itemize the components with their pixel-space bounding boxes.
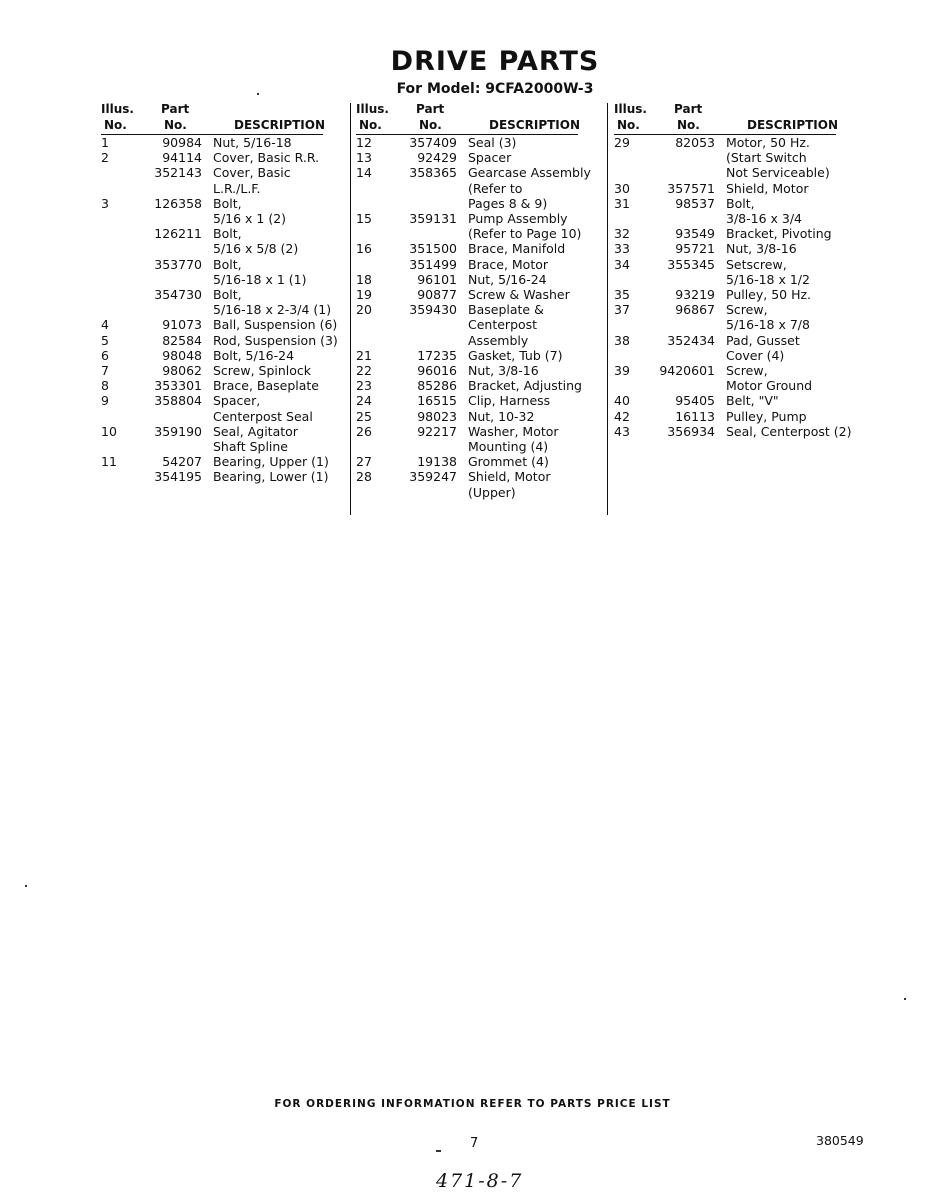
part-number: 82053 bbox=[675, 135, 715, 150]
part-number: 352143 bbox=[154, 165, 202, 181]
illus-number: 7 bbox=[101, 363, 109, 379]
part-description: Shield, Motor bbox=[726, 180, 809, 196]
table-row bbox=[614, 409, 864, 424]
header-description: DESCRIPTION bbox=[489, 118, 581, 132]
document-number: 380549 bbox=[816, 1133, 864, 1148]
part-number: 359190 bbox=[154, 423, 202, 439]
header-description: DESCRIPTION bbox=[747, 118, 839, 132]
part-number: 95405 bbox=[675, 393, 715, 409]
illus-number: 40 bbox=[614, 393, 630, 409]
parts-rows bbox=[356, 135, 606, 500]
part-description: Bolt, 5/16-24 bbox=[213, 347, 295, 363]
table-row bbox=[356, 302, 606, 348]
part-description: Screw, Spinlock bbox=[213, 363, 312, 379]
part-description: Nut, 5/16-18 bbox=[213, 135, 292, 150]
part-description: Brace, Motor bbox=[468, 256, 549, 272]
part-number: 357409 bbox=[409, 135, 457, 150]
part-description: Pad, Gusset Cover (4) bbox=[726, 332, 800, 363]
illus-number: 39 bbox=[614, 363, 630, 379]
part-number: 98537 bbox=[675, 195, 715, 211]
part-number: 351500 bbox=[409, 241, 457, 257]
illus-number: 14 bbox=[356, 165, 372, 181]
parts-column-2 bbox=[356, 102, 606, 500]
table-row bbox=[101, 257, 351, 287]
part-number: 352434 bbox=[667, 332, 715, 348]
part-description: Cover, Basic R.R. bbox=[213, 150, 320, 166]
part-description: Pulley, Pump bbox=[726, 408, 807, 424]
table-row bbox=[356, 469, 606, 499]
part-number: 92429 bbox=[417, 150, 457, 166]
illus-number: 33 bbox=[614, 241, 630, 257]
part-number: 355345 bbox=[667, 256, 715, 272]
table-row bbox=[356, 409, 606, 424]
table-row bbox=[101, 393, 351, 423]
header-part: Part bbox=[674, 102, 703, 116]
part-description: Screw, Motor Ground bbox=[726, 363, 813, 394]
illus-number: 19 bbox=[356, 287, 372, 303]
header-illus: Illus. bbox=[356, 102, 389, 116]
part-description: Bolt, 5/16 x 1 (2) bbox=[213, 195, 287, 227]
table-row bbox=[614, 241, 864, 256]
part-description: Gearcase Assembly (Refer to Pages 8 & 9) bbox=[468, 165, 591, 211]
part-number: 358365 bbox=[409, 165, 457, 181]
part-number: 96101 bbox=[417, 271, 457, 287]
illus-number: 34 bbox=[614, 256, 630, 272]
table-row bbox=[614, 333, 864, 363]
part-number: 16515 bbox=[417, 393, 457, 409]
part-description: Spacer bbox=[468, 150, 512, 166]
part-description: Rod, Suspension (3) bbox=[213, 332, 338, 348]
part-number: 93219 bbox=[675, 287, 715, 303]
illus-number: 22 bbox=[356, 363, 372, 379]
illus-number: 29 bbox=[614, 135, 630, 150]
illus-number: 24 bbox=[356, 393, 372, 409]
scan-speck bbox=[257, 93, 259, 95]
column-divider bbox=[607, 103, 608, 515]
part-description: Clip, Harness bbox=[468, 393, 551, 409]
part-description: Bolt, 5/16 x 5/8 (2) bbox=[213, 226, 299, 257]
illus-number: 1 bbox=[101, 135, 109, 150]
table-row bbox=[614, 363, 864, 393]
illus-number: 20 bbox=[356, 302, 372, 318]
part-number: 98048 bbox=[162, 347, 202, 363]
part-description: Ball, Suspension (6) bbox=[213, 317, 338, 333]
page-number: 7 bbox=[470, 1136, 479, 1151]
parts-rows bbox=[614, 135, 864, 439]
table-row bbox=[356, 241, 606, 256]
part-description: Gasket, Tub (7) bbox=[468, 347, 563, 363]
illus-number: 2 bbox=[101, 150, 109, 166]
part-description: Setscrew, 5/16-18 x 1/2 bbox=[726, 256, 810, 287]
part-number: 126358 bbox=[154, 195, 202, 211]
illus-number: 9 bbox=[101, 393, 109, 409]
part-description: Bolt, 5/16-18 x 1 (1) bbox=[213, 256, 307, 287]
table-row bbox=[614, 393, 864, 408]
table-row bbox=[101, 226, 351, 256]
part-description: Bolt, 3/8-16 x 3/4 bbox=[726, 195, 802, 227]
header-part: Part bbox=[416, 102, 445, 116]
part-description: Bracket, Adjusting bbox=[468, 378, 582, 394]
part-number: 17235 bbox=[417, 347, 457, 363]
table-row bbox=[614, 135, 864, 181]
illus-number: 38 bbox=[614, 332, 630, 348]
part-description: Pump Assembly (Refer to Page 10) bbox=[468, 211, 582, 242]
handwritten-note: 471-8-7 bbox=[436, 1170, 524, 1192]
illus-number: 8 bbox=[101, 378, 109, 394]
part-description: Motor, 50 Hz. (Start Switch Not Serviceable) bbox=[726, 135, 830, 181]
header-illus: Illus. bbox=[614, 102, 647, 116]
part-description: Seal (3) bbox=[468, 135, 517, 150]
part-description: Grommet (4) bbox=[468, 454, 549, 470]
table-row bbox=[356, 150, 606, 165]
part-number: 359131 bbox=[409, 211, 457, 227]
header-illus-no: No. bbox=[104, 118, 127, 132]
table-row bbox=[101, 348, 351, 363]
header-illus: Illus. bbox=[101, 102, 134, 116]
part-description: Washer, Motor Mounting (4) bbox=[468, 423, 559, 455]
scan-speck bbox=[436, 1150, 441, 1152]
part-description: Spacer, Centerpost Seal bbox=[213, 393, 313, 424]
illus-number: 11 bbox=[101, 454, 117, 470]
part-number: 96867 bbox=[675, 302, 715, 318]
header-illus-no: No. bbox=[617, 118, 640, 132]
part-number: 94114 bbox=[162, 150, 202, 166]
table-row bbox=[614, 302, 864, 332]
illus-number: 21 bbox=[356, 347, 372, 363]
parts-rows bbox=[101, 135, 351, 485]
header-illus-no: No. bbox=[359, 118, 382, 132]
illus-number: 6 bbox=[101, 347, 109, 363]
part-number: 98023 bbox=[417, 408, 457, 424]
part-number: 19138 bbox=[417, 454, 457, 470]
part-description: Screw & Washer bbox=[468, 287, 570, 303]
part-number: 98062 bbox=[162, 363, 202, 379]
part-number: 358804 bbox=[154, 393, 202, 409]
part-number: 356934 bbox=[667, 423, 715, 439]
illus-number: 32 bbox=[614, 226, 630, 242]
model-subtitle: For Model: 9CFA2000W-3 bbox=[396, 81, 594, 97]
part-number: 96016 bbox=[417, 363, 457, 379]
header-part-no: No. bbox=[419, 118, 442, 132]
part-description: Brace, Manifold bbox=[468, 241, 566, 257]
illus-number: 18 bbox=[356, 271, 372, 287]
table-row bbox=[101, 424, 351, 454]
part-number: 359247 bbox=[409, 469, 457, 485]
illus-number: 16 bbox=[356, 241, 372, 257]
table-row bbox=[101, 135, 351, 150]
table-row bbox=[356, 454, 606, 469]
table-row bbox=[614, 257, 864, 287]
scan-speck bbox=[904, 998, 906, 1000]
part-description: Baseplate & Centerpost Assembly bbox=[468, 302, 544, 348]
table-row bbox=[101, 363, 351, 378]
parts-column-1 bbox=[101, 102, 351, 485]
part-description: Nut, 5/16-24 bbox=[468, 271, 547, 287]
table-row bbox=[614, 226, 864, 241]
table-row bbox=[356, 393, 606, 408]
table-row bbox=[101, 378, 351, 393]
table-row bbox=[356, 165, 606, 211]
illus-number: 30 bbox=[614, 180, 630, 196]
part-number: 353770 bbox=[154, 256, 202, 272]
part-number: 82584 bbox=[162, 332, 202, 348]
illus-number: 31 bbox=[614, 195, 630, 211]
part-number: 85286 bbox=[417, 378, 457, 394]
header-part-no: No. bbox=[677, 118, 700, 132]
part-number: 90877 bbox=[417, 287, 457, 303]
part-number: 126211 bbox=[154, 226, 202, 242]
table-row bbox=[356, 424, 606, 454]
part-description: Nut, 10-32 bbox=[468, 408, 535, 424]
table-row bbox=[356, 135, 606, 150]
header-description: DESCRIPTION bbox=[234, 118, 326, 132]
part-number: 357571 bbox=[667, 180, 715, 196]
part-number: 90984 bbox=[162, 135, 202, 150]
part-description: Bolt, 5/16-18 x 2-3/4 (1) bbox=[213, 287, 332, 318]
illus-number: 23 bbox=[356, 378, 372, 394]
table-row bbox=[356, 211, 606, 241]
parts-column-3 bbox=[614, 102, 864, 439]
table-row bbox=[101, 317, 351, 332]
table-row bbox=[614, 181, 864, 196]
table-row bbox=[101, 333, 351, 348]
illus-number: 4 bbox=[101, 317, 109, 333]
illus-number: 35 bbox=[614, 287, 630, 303]
table-row bbox=[356, 257, 606, 272]
table-row bbox=[614, 287, 864, 302]
table-row bbox=[101, 287, 351, 317]
column-header bbox=[614, 102, 864, 134]
part-number: 91073 bbox=[162, 317, 202, 333]
part-description: Cover, Basic L.R./L.F. bbox=[213, 165, 291, 196]
part-number: 95721 bbox=[675, 241, 715, 257]
header-part-no: No. bbox=[164, 118, 187, 132]
part-description: Nut, 3/8-16 bbox=[468, 363, 539, 379]
table-row bbox=[101, 469, 351, 484]
part-description: Bearing, Upper (1) bbox=[213, 454, 329, 470]
part-number: 351499 bbox=[409, 256, 457, 272]
table-row bbox=[101, 454, 351, 469]
header-part: Part bbox=[161, 102, 190, 116]
part-description: Screw, 5/16-18 x 7/8 bbox=[726, 302, 810, 333]
table-row bbox=[356, 378, 606, 393]
illus-number: 28 bbox=[356, 469, 372, 485]
illus-number: 42 bbox=[614, 408, 630, 424]
illus-number: 26 bbox=[356, 423, 372, 439]
part-description: Pulley, 50 Hz. bbox=[726, 287, 812, 303]
illus-number: 12 bbox=[356, 135, 372, 150]
illus-number: 10 bbox=[101, 423, 117, 439]
part-description: Nut, 3/8-16 bbox=[726, 241, 797, 257]
table-row bbox=[101, 196, 351, 226]
illus-number: 3 bbox=[101, 195, 109, 211]
illus-number: 13 bbox=[356, 150, 372, 166]
illus-number: 27 bbox=[356, 454, 372, 470]
part-number: 353301 bbox=[154, 378, 202, 394]
part-number: 359430 bbox=[409, 302, 457, 318]
part-description: Bracket, Pivoting bbox=[726, 226, 832, 242]
table-row bbox=[356, 272, 606, 287]
table-row bbox=[101, 165, 351, 195]
part-number: 9420601 bbox=[659, 363, 715, 379]
table-row bbox=[356, 363, 606, 378]
part-number: 354195 bbox=[154, 469, 202, 485]
part-description: Belt, "V" bbox=[726, 393, 779, 409]
illus-number: 37 bbox=[614, 302, 630, 318]
column-header bbox=[356, 102, 606, 134]
table-row bbox=[356, 287, 606, 302]
table-row bbox=[614, 196, 864, 226]
table-row bbox=[356, 348, 606, 363]
part-number: 92217 bbox=[417, 423, 457, 439]
page-title: DRIVE PARTS bbox=[390, 46, 600, 77]
part-number: 354730 bbox=[154, 287, 202, 303]
part-description: Seal, Agitator Shaft Spline bbox=[213, 423, 298, 455]
illus-number: 25 bbox=[356, 408, 372, 424]
column-header bbox=[101, 102, 351, 134]
illus-number: 5 bbox=[101, 332, 109, 348]
part-number: 93549 bbox=[675, 226, 715, 242]
part-description: Brace, Baseplate bbox=[213, 378, 319, 394]
part-description: Shield, Motor (Upper) bbox=[468, 469, 551, 500]
part-number: 16113 bbox=[675, 408, 715, 424]
ordering-footer: FOR ORDERING INFORMATION REFER TO PARTS PRICE LIST bbox=[274, 1098, 671, 1110]
table-row bbox=[614, 424, 864, 439]
illus-number: 15 bbox=[356, 211, 372, 227]
illus-number: 43 bbox=[614, 423, 630, 439]
scan-speck bbox=[25, 885, 27, 887]
part-description: Bearing, Lower (1) bbox=[213, 469, 329, 485]
part-number: 54207 bbox=[162, 454, 202, 470]
table-row bbox=[101, 150, 351, 165]
part-description: Seal, Centerpost (2) bbox=[726, 423, 852, 439]
